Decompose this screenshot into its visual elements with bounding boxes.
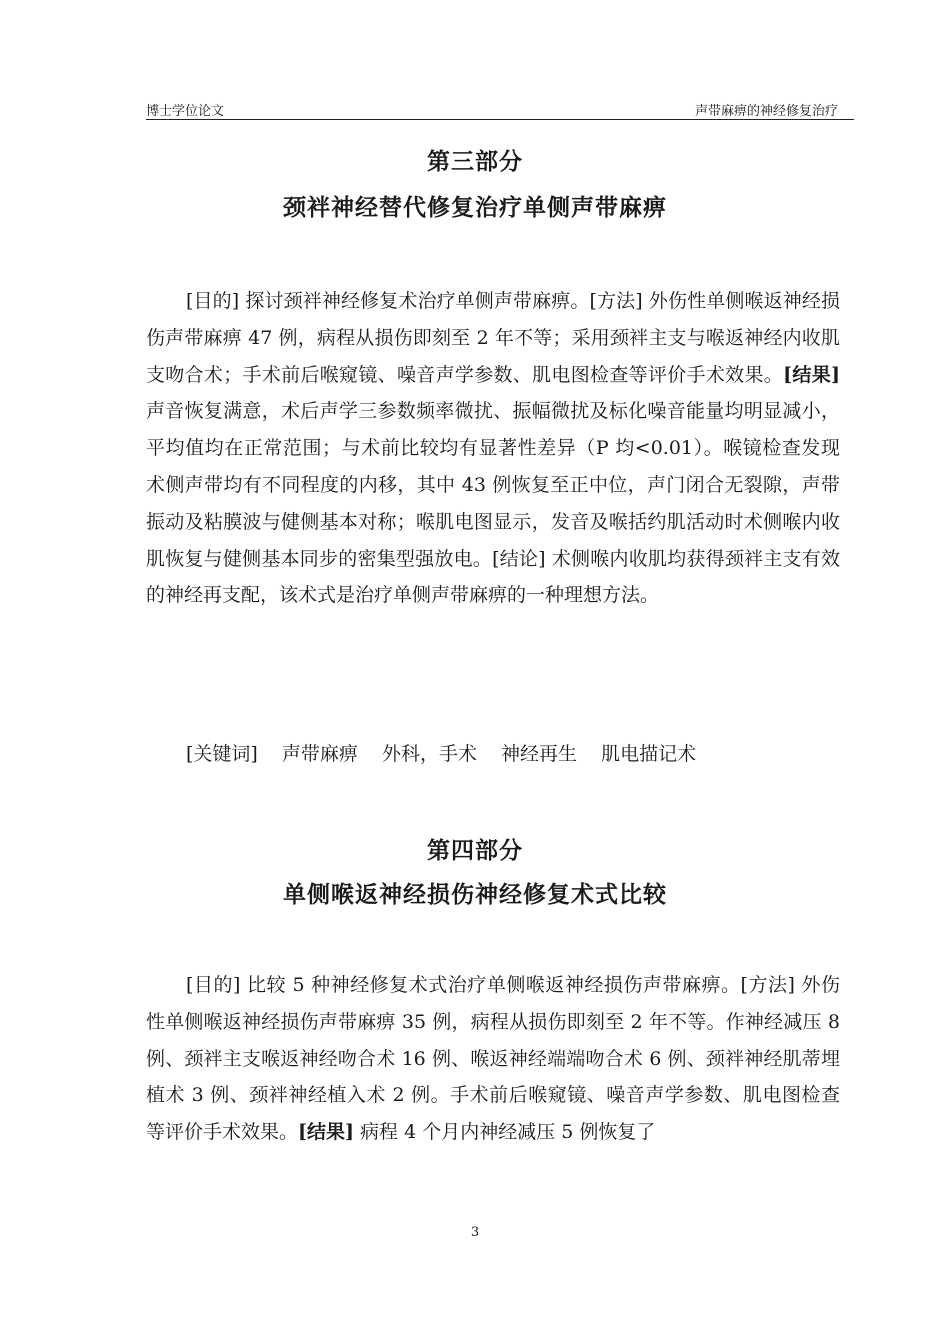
header-thesis-type: 博士学位论文 — [146, 104, 225, 119]
part4-title: 单侧喉返神经损伤神经修复术式比较 — [283, 881, 667, 908]
part4-result-tag: [结果] — [298, 1121, 354, 1144]
part4-method-text: 外伤性单侧喉返神经损伤声带麻痹 35 例，病程从损伤即刻至 2 年不等。作神经减压 8 例、颈袢主支喉返神经吻合术 16 例、喉返神经端端吻合术 6 例、颈袢神经肌蒂埋植术 3 例、颈袢神经植入术 2 例。手术前后喉窥镜、噪音声学参数、肌电图检查等评价手术效果。 — [146, 974, 840, 1144]
keywords-label: [关键词] — [186, 743, 258, 765]
part3-objective-tag: [目的] — [186, 290, 240, 312]
part3-heading: 第三部分 — [427, 148, 523, 175]
part3-result-tag: [结果] — [783, 363, 840, 386]
part4-method-tag: [方法] — [740, 974, 795, 996]
page-number: 3 — [470, 1225, 480, 1240]
part3-objective-text: 探讨颈袢神经修复术治疗单侧声带麻痹。 — [245, 290, 590, 312]
part3-keywords — [186, 739, 714, 766]
keyword-item: 肌电描记术 — [601, 743, 697, 765]
header-rule — [146, 119, 854, 120]
part3-conclusion-tag: [结论] — [492, 547, 546, 570]
header-thesis-title: 声带麻痹的神经修复治疗 — [694, 104, 838, 119]
keyword-item: 外科，手术 — [381, 743, 477, 765]
part3-title: 颈袢神经替代修复治疗单侧声带麻痹 — [283, 194, 667, 221]
keyword-item: 声带麻痹 — [281, 743, 358, 765]
keyword-item: 神经再生 — [501, 743, 578, 765]
part3-abstract — [146, 283, 840, 614]
part3-result-text: 声音恢复满意，术后声学三参数频率微扰、振幅微扰及标化噪音能量均明显减小，平均值均在正常范围；与术前比较均有显著性差异（P 均<0.01）。喉镜检查发现术侧声带均有不同程度的内移，其中 43 例恢复至正中位，声门闭合无裂隙，声带振动及粘膜波与健侧基本对称；喉肌电图显示，发音及喉括约肌活动时术侧喉内收肌恢复与健侧基本同步的密集型强放电。 — [146, 400, 840, 570]
part3-method-text: 外伤性单侧喉返神经损伤声带麻痹 47 例，病程从损伤即刻至 2 年不等；采用颈袢主支与喉返神经内收肌支吻合术；手术前后喉窥镜、噪音声学参数、肌电图检查等评价手术效果。 — [146, 290, 840, 386]
part4-heading: 第四部分 — [427, 837, 523, 864]
part4-result-text: 病程 4 个月内神经减压 5 例恢复了 — [360, 1121, 656, 1144]
part4-objective-tag: [目的] — [186, 974, 241, 996]
part4-abstract — [146, 967, 840, 1151]
part3-method-tag: [方法] — [589, 290, 643, 312]
part3-conclusion-text: 术侧喉内收肌均获得颈袢主支有效的神经再支配，该术式是治疗单侧声带麻痹的一种理想方法。 — [146, 547, 840, 607]
running-header — [146, 98, 854, 120]
part4-objective-text: 比较 5 种神经修复术式治疗单侧喉返神经损伤声带麻痹。 — [246, 974, 741, 996]
